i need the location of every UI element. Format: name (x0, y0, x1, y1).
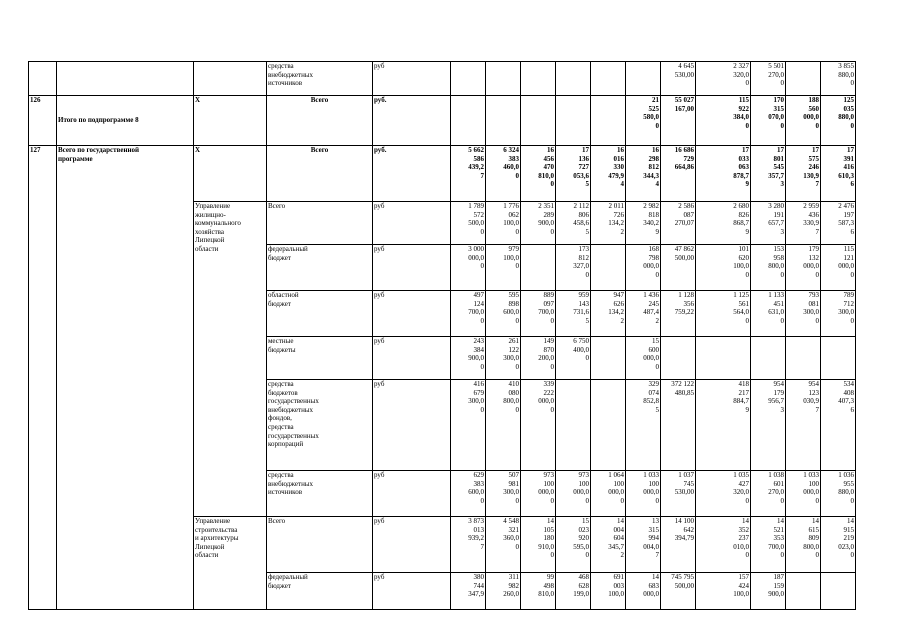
value-cell: 534 408 407,3 6 (821, 380, 856, 471)
value-cell: 954 123 030,9 7 (786, 380, 821, 471)
value-cell (486, 62, 521, 96)
value-cell: 1 036 955 880,0 0 (821, 471, 856, 517)
value-cell: 416 679 300,0 0 (451, 380, 486, 471)
value-cell: 1 033 100 000,0 0 (786, 471, 821, 517)
value-cell (591, 380, 626, 471)
value-cell: 954 179 956,7 3 (751, 380, 786, 471)
value-cell: 329 074 852,8 5 (626, 380, 661, 471)
value-cell: 372 122 480,85 (661, 380, 696, 471)
value-cell: 691 003 100,0 (591, 573, 626, 610)
funding-source-cell: средства внебюджетных источников (267, 471, 373, 517)
value-cell: 17 391 416 610,3 6 (821, 146, 856, 202)
value-cell (591, 337, 626, 380)
value-cell: 153 958 800,0 0 (751, 245, 786, 291)
value-cell: 16 456 470 810,0 0 (521, 146, 556, 202)
table-row (29, 96, 891, 146)
value-cell: 507 981 300,0 0 (486, 471, 521, 517)
value-cell (521, 96, 556, 146)
value-cell: 1 064 100 000,0 0 (591, 471, 626, 517)
unit-cell: руб (373, 517, 451, 573)
value-cell: 14 100 642 394,79 (661, 517, 696, 573)
value-cell: 17 136 727 053,6 5 (556, 146, 591, 202)
unit-cell: руб (373, 202, 451, 245)
value-cell: 6 750 400,0 0 (556, 337, 591, 380)
funding-source-cell: Всего (267, 202, 373, 245)
value-cell: 2 982 818 340,2 9 (626, 202, 661, 245)
value-cell: 243 384 900,0 0 (451, 337, 486, 380)
program-name-cell: Всего по государственной программе (57, 146, 194, 610)
unit-cell: руб. (373, 96, 451, 146)
value-cell: 1 133 451 631,0 0 (751, 291, 786, 337)
value-cell (821, 337, 856, 380)
value-cell: 2 959 436 330,9 7 (786, 202, 821, 245)
value-cell: 2 476 197 587,3 6 (821, 202, 856, 245)
value-cell: 101 620 100,0 0 (696, 245, 751, 291)
value-cell: 15 023 920 595,0 0 (556, 517, 591, 573)
value-cell: 14 521 353 700,0 0 (751, 517, 786, 573)
value-cell: 17 801 545 357,7 3 (751, 146, 786, 202)
value-cell (556, 62, 591, 96)
value-cell: 2 586 087 270,07 (661, 202, 696, 245)
row-number-cell: 126 (29, 96, 57, 146)
value-cell: 497 124 700,0 0 (451, 291, 486, 337)
unit-cell: руб (373, 337, 451, 380)
value-cell: 3 855 880,0 0 (821, 62, 856, 96)
program-name-cell: Итого по подпрограмме 8 (57, 96, 194, 146)
value-cell: 629 383 600,0 0 (451, 471, 486, 517)
value-cell: 889 097 700,0 0 (521, 291, 556, 337)
value-cell: 14 683 000,0 (626, 573, 661, 610)
value-cell: 168 798 000,0 0 (626, 245, 661, 291)
value-cell: 157 424 100,0 (696, 573, 751, 610)
funding-source-cell: Всего (267, 146, 373, 202)
value-cell: 4 548 321 360,0 0 (486, 517, 521, 573)
executor-cell: Управление жилищно- коммунального хозяйства Липецкой области (194, 202, 267, 517)
value-cell: 973 100 000,0 0 (556, 471, 591, 517)
value-cell: 3 000 000,0 0 (451, 245, 486, 291)
value-cell (521, 62, 556, 96)
row-number-cell: 127 (29, 146, 57, 610)
value-cell: 1 789 572 500,0 0 (451, 202, 486, 245)
value-cell (751, 337, 786, 380)
value-cell: 115 121 000,0 0 (821, 245, 856, 291)
value-cell: 979 100,0 0 (486, 245, 521, 291)
unit-cell: руб (373, 245, 451, 291)
value-cell: 13 315 994 004,0 7 (626, 517, 661, 573)
value-cell (486, 96, 521, 146)
value-cell: 973 100 000,0 0 (521, 471, 556, 517)
program-name-cell (57, 62, 194, 96)
value-cell: 179 132 000,0 0 (786, 245, 821, 291)
value-cell: 14 915 219 023,0 0 (821, 517, 856, 573)
funding-source-cell: средства бюджетов государственных внебюджетных фондов, средства государственных корпораций (267, 380, 373, 471)
budget-table (28, 61, 891, 610)
value-cell: 3 873 013 939,2 7 (451, 517, 486, 573)
value-cell: 5 501 270,0 0 (751, 62, 786, 96)
table-body (29, 62, 891, 610)
value-cell (696, 337, 751, 380)
unit-cell: руб (373, 380, 451, 471)
value-cell (786, 337, 821, 380)
funding-source-cell: федеральный бюджет (267, 573, 373, 610)
value-cell: 170 315 070,0 0 (751, 96, 786, 146)
funding-source-cell: средства внебюджетных источников (267, 62, 373, 96)
value-cell: 149 870 200,0 0 (521, 337, 556, 380)
value-cell: 418 217 884,7 9 (696, 380, 751, 471)
value-cell: 1 125 561 564,0 0 (696, 291, 751, 337)
value-cell: 1 776 062 100,0 0 (486, 202, 521, 245)
value-cell: 380 744 347,9 (451, 573, 486, 610)
value-cell: 55 027 167,00 (661, 96, 696, 146)
value-cell (556, 96, 591, 146)
value-cell (591, 245, 626, 291)
value-cell: 6 324 383 460,0 0 (486, 146, 521, 202)
value-cell: 410 080 800,0 0 (486, 380, 521, 471)
executor-cell (194, 62, 267, 96)
value-cell: 745 795 500,00 (661, 573, 696, 610)
value-cell (786, 573, 821, 610)
value-cell (591, 96, 626, 146)
value-cell: 14 105 180 910,0 0 (521, 517, 556, 573)
executor-cell: X (194, 96, 267, 146)
value-cell: 188 560 000,0 0 (786, 96, 821, 146)
value-cell: 16 016 330 479,9 4 (591, 146, 626, 202)
value-cell: 793 081 300,0 0 (786, 291, 821, 337)
value-cell: 15 600 000,0 0 (626, 337, 661, 380)
value-cell: 16 686 729 664,86 (661, 146, 696, 202)
value-cell (821, 573, 856, 610)
value-cell: 125 035 880,0 0 (821, 96, 856, 146)
funding-source-cell: Всего (267, 517, 373, 573)
value-cell: 115 922 384,0 0 (696, 96, 751, 146)
value-cell: 1 037 745 530,00 (661, 471, 696, 517)
unit-cell: руб (373, 62, 451, 96)
value-cell: 3 280 191 657,7 3 (751, 202, 786, 245)
value-cell: 4 645 530,00 (661, 62, 696, 96)
value-cell: 99 498 810,0 (521, 573, 556, 610)
value-cell: 17 033 063 878,7 9 (696, 146, 751, 202)
value-cell: 17 575 246 130,9 7 (786, 146, 821, 202)
executor-cell: X (194, 146, 267, 202)
unit-cell: руб (373, 291, 451, 337)
value-cell: 2 327 320,0 0 (696, 62, 751, 96)
value-cell: 1 033 100 000,0 0 (626, 471, 661, 517)
unit-cell: руб. (373, 146, 451, 202)
funding-source-cell: областной бюджет (267, 291, 373, 337)
value-cell: 1 128 356 759,22 (661, 291, 696, 337)
value-cell: 14 352 237 010,0 0 (696, 517, 751, 573)
value-cell: 1 436 245 487,4 2 (626, 291, 661, 337)
executor-cell: Управление строительства и архитектуры Липецкой области (194, 517, 267, 610)
unit-cell: руб (373, 573, 451, 610)
funding-source-cell: Всего (267, 96, 373, 146)
value-cell (556, 380, 591, 471)
value-cell (451, 62, 486, 96)
value-cell (661, 337, 696, 380)
value-cell: 16 298 812 344,3 4 (626, 146, 661, 202)
unit-cell: руб (373, 471, 451, 517)
value-cell: 468 628 199,0 (556, 573, 591, 610)
value-cell: 14 615 809 800,0 0 (786, 517, 821, 573)
value-cell: 187 159 900,0 (751, 573, 786, 610)
value-cell: 5 662 586 439,2 7 (451, 146, 486, 202)
value-cell: 14 004 604 345,7 2 (591, 517, 626, 573)
row-number-cell (29, 62, 57, 96)
funding-source-cell: местные бюджеты (267, 337, 373, 380)
value-cell: 595 898 600,0 0 (486, 291, 521, 337)
value-cell: 1 035 427 320,0 0 (696, 471, 751, 517)
value-cell (591, 62, 626, 96)
value-cell (451, 96, 486, 146)
value-cell: 1 038 601 270,0 0 (751, 471, 786, 517)
value-cell: 2 011 726 134,2 2 (591, 202, 626, 245)
value-cell: 2 351 289 900,0 0 (521, 202, 556, 245)
value-cell: 339 222 000,0 0 (521, 380, 556, 471)
value-cell (786, 62, 821, 96)
value-cell: 311 982 260,0 (486, 573, 521, 610)
value-cell: 261 122 300,0 0 (486, 337, 521, 380)
value-cell: 2 112 806 458,6 5 (556, 202, 591, 245)
table-row (29, 62, 891, 96)
value-cell: 947 626 134,2 2 (591, 291, 626, 337)
value-cell: 789 712 300,0 0 (821, 291, 856, 337)
value-cell: 21 525 580,0 0 (626, 96, 661, 146)
value-cell: 47 862 500,00 (661, 245, 696, 291)
value-cell: 2 680 826 868,7 9 (696, 202, 751, 245)
funding-source-cell: федеральный бюджет (267, 245, 373, 291)
table-row (29, 146, 891, 202)
value-cell: 173 812 327,0 0 (556, 245, 591, 291)
value-cell: 959 143 731,6 5 (556, 291, 591, 337)
value-cell (626, 62, 661, 96)
value-cell (521, 245, 556, 291)
